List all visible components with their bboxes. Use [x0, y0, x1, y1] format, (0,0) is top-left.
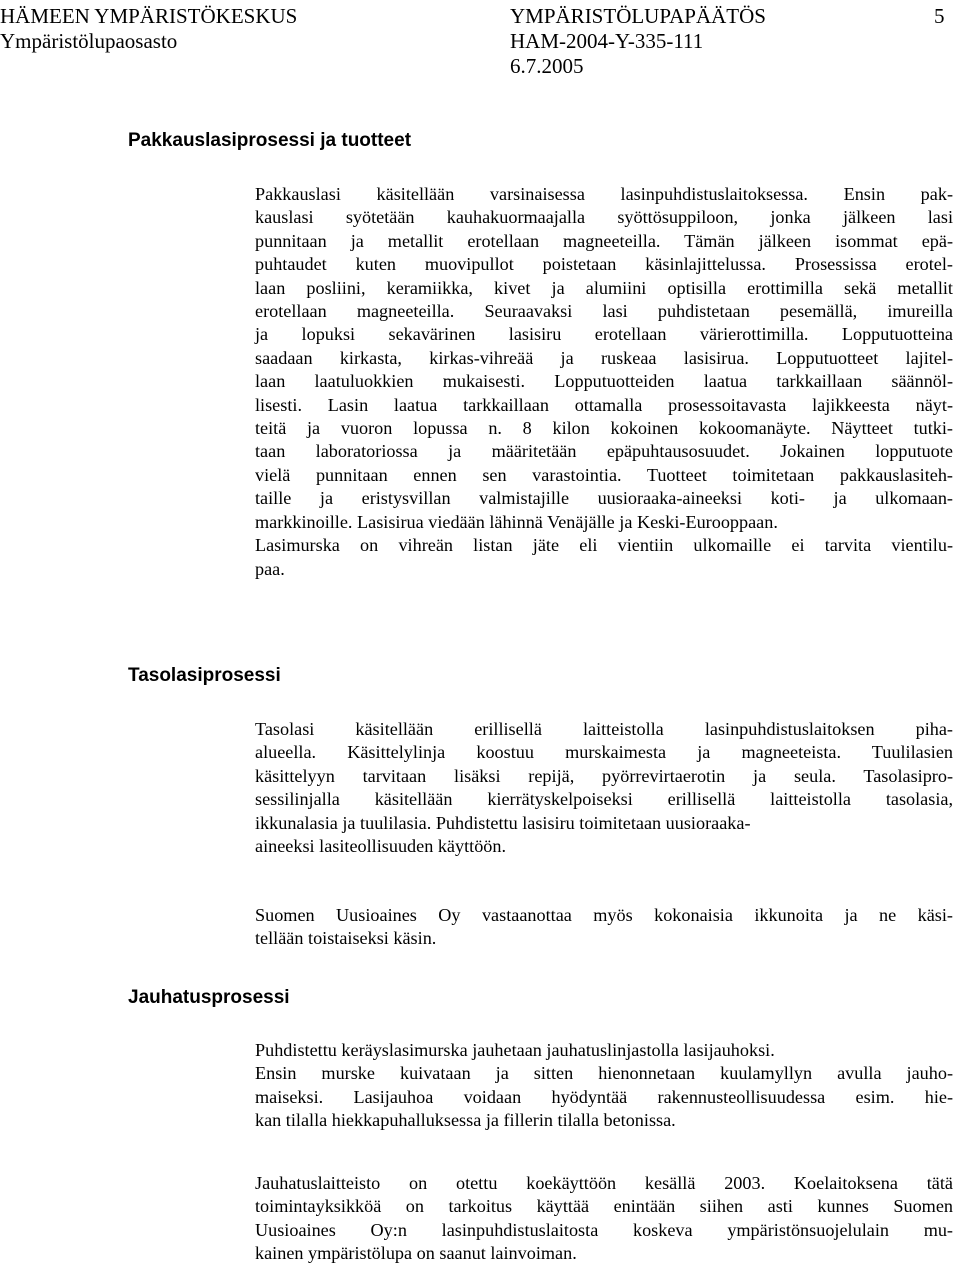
text-line: taan laboratoriossa ja määritetään epäpuhtausosuudet. Jokainen lopputuote — [255, 441, 953, 462]
text-line: maiseksi. Lasijauhoa voidaan hyödyntää rakennusteollisuudessa esim. hie- — [255, 1086, 953, 1107]
text-line: punnitaan ja metallit erotellaan magneeteilla. Tämän jälkeen isommat epä- — [255, 230, 953, 251]
text-line: ikkunalasia ja tuulilasia. Puhdistettu lasisiru toimitetaan uusioraaka- — [255, 812, 751, 833]
header-organization: HÄMEEN YMPÄRISTÖKESKUS — [0, 4, 298, 28]
text-line: taille ja eristysvillan valmistajille uusioraaka-aineeksi koti- ja ulkomaan- — [255, 488, 953, 509]
text-line: Suomen Uusioaines Oy vastaanottaa myös kokonaisia ikkunoita ja ne käsi- — [255, 905, 953, 925]
header-date: 6.7.2005 — [510, 54, 584, 78]
text-line: laan posliini, keramiikka, kivet ja alumiini optisilla erottimilla sekä metallit — [255, 277, 953, 298]
text-line: kainen ympäristölupa on saanut lainvoiman. — [255, 1243, 577, 1264]
text-line: Uusioaines Oy:n lasinpuhdistuslaitosta koskeva ympäristönsuojelulain mu- — [255, 1219, 953, 1240]
text-line: teitä ja vuoron lopussa n. 8 kilon kokoinen kokoomanäyte. Näytteet tutki- — [255, 418, 953, 439]
header-document-number: HAM-2004-Y-335-111 — [510, 29, 704, 53]
text-line: Puhdistettu keräyslasimurska jauhetaan jauhatuslinjastolla lasijauhoksi. — [255, 1040, 775, 1060]
paragraph-jauhatus-1 — [255, 1039, 953, 1133]
section-heading-pakkauslasiprosessi: Pakkauslasiprosessi ja tuotteet — [128, 130, 412, 151]
paragraph-pakkauslasi — [255, 183, 953, 581]
text-line: puhtaudet kuten muovipullot poistetaan käsinlajittelussa. Prosessissa erotel- — [255, 254, 953, 275]
paragraph-tasolasi-2 — [255, 904, 953, 951]
text-line: tellään toistaiseksi käsin. — [255, 928, 437, 949]
text-line: alueella. Käsittelylinja koostuu murskaimesta ja magneeteista. Tuulilasien — [255, 742, 953, 763]
text-line: Pakkauslasi käsitellään varsinaisessa lasinpuhdistuslaitoksessa. Ensin pak- — [255, 184, 953, 204]
text-line: toimintayksikköä on tarkoitus käyttää enintään siihen asti kunnes Suomen — [255, 1196, 953, 1217]
section-heading-tasolasiprosessi: Tasolasiprosessi — [128, 665, 281, 686]
text-line: aineeksi lasiteollisuuden käyttöön. — [255, 836, 507, 857]
header-page-number: 5 — [934, 4, 945, 28]
paragraph-jauhatus-2 — [255, 1172, 953, 1266]
text-line: kan tilalla hiekkapuhalluksessa ja fillerin tilalla betonissa. — [255, 1110, 676, 1131]
text-line: vielä punnitaan ennen sen varastointia. Tuotteet toimitetaan pakkauslasiteh- — [255, 464, 953, 485]
text-line: sessilinjalla käsitellään kierrätyskelpoiseksi erillisellä laitteistolla tasolasia, — [255, 789, 953, 810]
header-department: Ympäristölupaosasto — [0, 29, 178, 53]
text-line: käsittelyyn tarvitaan lisäksi repijä, pyörrevirtaerotin ja seula. Tasolasipro- — [255, 765, 953, 786]
section-heading-jauhatusprosessi: Jauhatusprosessi — [128, 987, 290, 1008]
text-line: Lasimurska on vihreän listan jäte eli vientiin ulkomaille ei tarvita vientilu- — [255, 535, 953, 556]
text-line: Ensin murske kuivataan ja sitten hienonnetaan kuulamyllyn avulla jauho- — [255, 1063, 953, 1084]
text-line: lisesti. Lasin laatua tarkkaillaan ottamalla prosessoitavasta lajikkeesta näyt- — [255, 394, 953, 415]
text-line: saadaan kirkasta, kirkas-vihreää ja ruskeaa lasisirua. Lopputuotteet lajitel- — [255, 347, 953, 368]
text-line: markkinoille. Lasisirua viedään lähinnä Venäjälle ja Keski-Eurooppaan. — [255, 511, 778, 532]
text-line: ja lopuksi sekavärinen lasisiru erotellaan värierottimilla. Lopputuotteina — [255, 324, 953, 345]
paragraph-tasolasi-1 — [255, 718, 953, 858]
text-line: paa. — [255, 558, 285, 579]
text-line: erotellaan magneeteilla. Seuraavaksi lasi puhdistetaan pesemällä, imureilla — [255, 301, 953, 322]
text-line: laan laatuluokkien mukaisesti. Lopputuotteiden laatua tarkkaillaan säännöl- — [255, 371, 953, 392]
text-line: Tasolasi käsitellään erillisellä laitteistolla lasinpuhdistuslaitoksen piha- — [255, 719, 953, 739]
text-line: Jauhatuslaitteisto on otettu koekäyttöön kesällä 2003. Koelaitoksena tätä — [255, 1173, 953, 1193]
header-document-type: YMPÄRISTÖLUPAPÄÄTÖS — [510, 4, 766, 28]
text-line: kauslasi syötetään kauhakuormaajalla syöttösuppiloon, jonka jälkeen lasi — [255, 207, 953, 228]
